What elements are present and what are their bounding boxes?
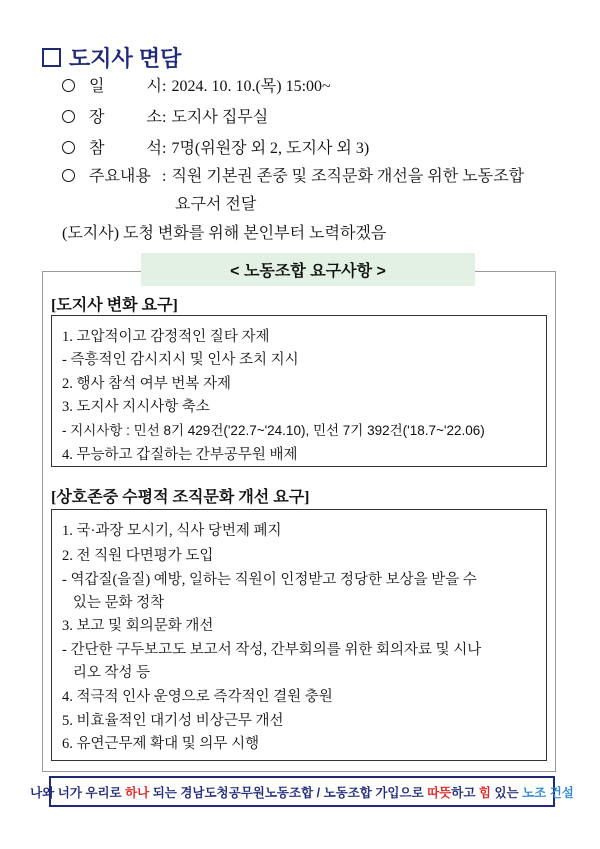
slogan-part: 하고 (451, 785, 479, 800)
list-item: - 역갑질(을질) 예방, 일하는 직원이 인정받고 정당한 보상을 받을 수 (62, 572, 477, 588)
list-item: 3. 보고 및 회의문화 개선 (62, 618, 214, 634)
list-item: 4. 적극적 인사 운영으로 즉각적인 결원 충원 (62, 689, 333, 705)
info-row-content: 주요내용 : 직원 기본권 존중 및 조직문화 개선을 위한 노동조합 (62, 163, 524, 186)
list-item: 5. 비효율적인 대기성 비상근무 개선 (62, 713, 284, 729)
info-value: 직원 기본권 존중 및 조직문화 개선을 위한 노동조합 (171, 168, 525, 185)
info-row-date: 일 시 : 2024. 10. 10.(목) 15:00~ (62, 73, 331, 96)
demands-banner: < 노동조합 요구사항 > (141, 253, 475, 286)
slogan-part: 힘 (478, 785, 491, 800)
section-heading-culture: [상호존중 수평적 조직문화 개선 요구] (51, 489, 310, 506)
page-title-text: 도지사 면담 (69, 46, 182, 71)
list-item: 1. 국·과장 모시기, 식사 당번제 폐지 (62, 523, 282, 539)
info-label: 일 시 (89, 78, 162, 95)
info-label: 주요내용 (89, 168, 151, 185)
info-row-place: 장 소 : 도지사 집무실 (62, 104, 268, 127)
list-item: 있는 문화 정착 (62, 595, 165, 611)
circle-bullet-icon (62, 141, 75, 154)
list-item: - 즉흥적인 감시지시 및 인사 조치 지시 (62, 352, 299, 368)
list-item: 2. 전 직원 다면평가 도입 (62, 548, 214, 564)
governor-response: (도지사) 도청 변화를 위해 본인부터 노력하겠음 (62, 225, 387, 242)
circle-bullet-icon (62, 79, 75, 92)
page-title (42, 42, 181, 73)
info-value: 2024. 10. 10.(목) 15:00~ (171, 78, 331, 95)
circle-bullet-icon (62, 169, 75, 182)
checkbox-square-icon (42, 48, 61, 67)
info-value: 도지사 집무실 (171, 109, 269, 126)
slogan-part: 나와 너가 우리로 (30, 785, 126, 800)
list-item: 1. 고압적이고 감정적인 질타 자제 (62, 329, 270, 345)
slogan-part: 있는 (490, 785, 523, 800)
union-slogan-footer (30, 776, 574, 807)
slogan-part: 노조 건설 (522, 785, 574, 800)
list-item: 리오 작성 등 (62, 665, 151, 681)
section-heading-governor: [도지사 변화 요구] (51, 297, 178, 314)
slogan-part: 되는 경남도청공무원노동조합 / 노동조합 가입으로 (149, 785, 428, 800)
governor-demands-list (51, 315, 547, 467)
list-item: - 간단한 구두보고도 보고서 작성, 간부회의를 위한 회의자료 및 시나 (62, 642, 482, 658)
circle-bullet-icon (62, 110, 75, 123)
info-row-attendees: 참 석 : 7명(위원장 외 2, 도지사 외 3) (62, 135, 369, 158)
slogan-part: 하나 (125, 785, 150, 800)
culture-demands-list (51, 509, 547, 761)
list-item: 4. 무능하고 갑질하는 간부공무원 배제 (62, 447, 298, 463)
info-label: 장 소 (89, 109, 162, 126)
info-value: 7명(위원장 외 2, 도지사 외 3) (171, 140, 370, 157)
list-item: - 지시사항 : 민선 8기 429건('22.7~'24.10), 민선 7기 392건('18.7~'22.06) (62, 423, 485, 438)
info-label: 참 석 (89, 140, 162, 157)
info-value-continued: 요구서 전달 (175, 196, 257, 213)
list-item: 3. 도지사 지시사항 축소 (62, 399, 210, 415)
list-item: 6. 유연근무제 확대 및 의무 시행 (62, 736, 260, 752)
slogan-part: 따뜻 (427, 785, 452, 800)
list-item: 2. 행사 참석 여부 번복 자제 (62, 376, 232, 392)
